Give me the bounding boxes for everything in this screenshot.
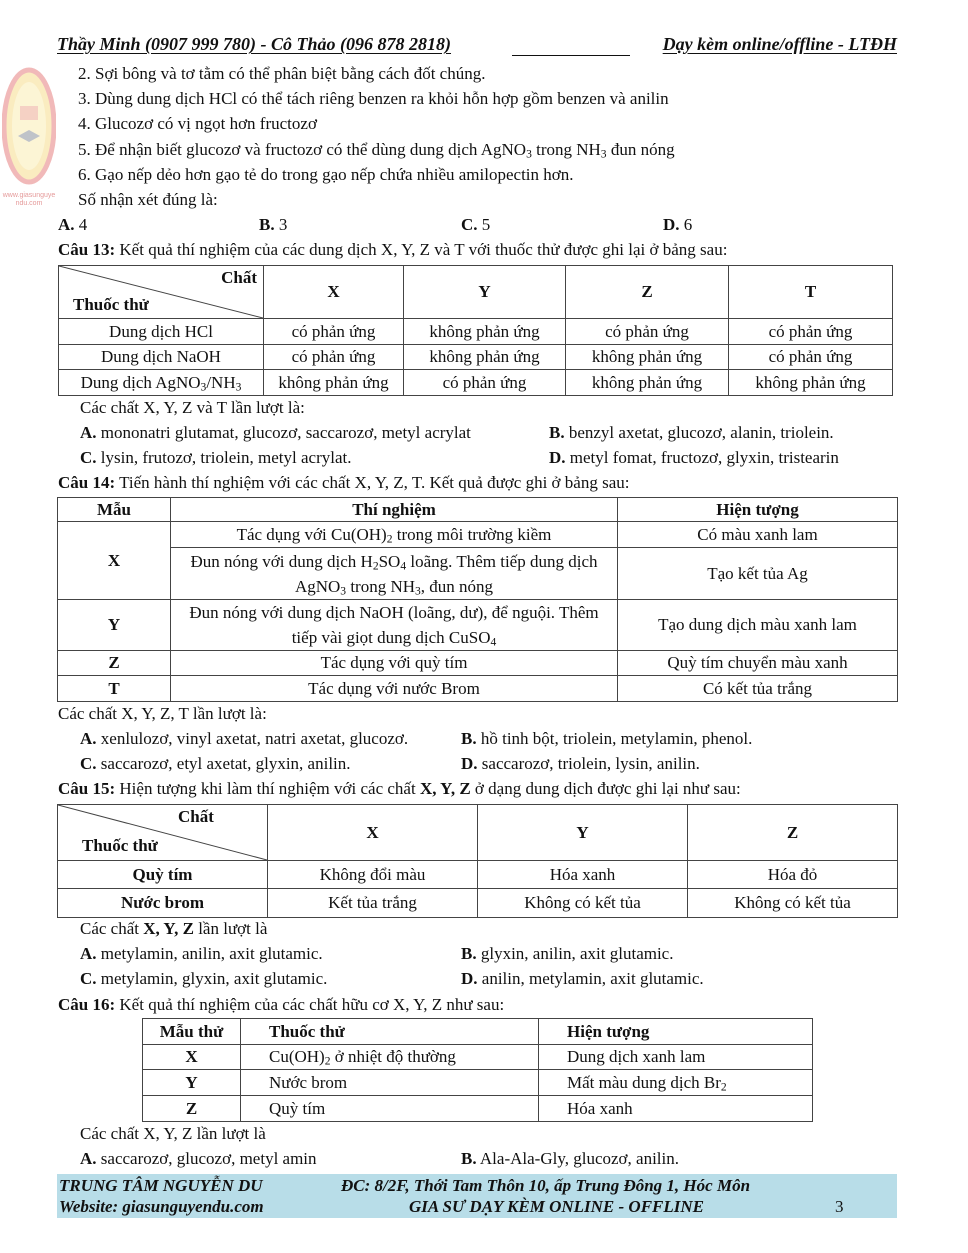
option-letter: A.	[58, 215, 75, 234]
q12-option-a[interactable]	[58, 213, 87, 237]
column-header: Thí nghiệm	[171, 498, 618, 522]
option-text: benzyl axetat, glucozơ, alanin, triolein.	[564, 423, 834, 442]
reagent-cell: Quỳ tím	[241, 1096, 539, 1122]
table-row	[58, 522, 898, 548]
option-letter: A.	[80, 944, 97, 963]
option-letter: B.	[461, 729, 477, 748]
table-row	[58, 651, 898, 676]
q15-option-b[interactable]	[461, 942, 673, 966]
question-text: Kết quả thí nghiệm của các dung dịch X, Y, Z và T với thuốc thử được ghi lại ở bảng sau:	[115, 240, 728, 259]
table-header-row	[59, 266, 893, 319]
table-row	[143, 1045, 813, 1070]
table-cell: không phản ứng	[566, 370, 729, 396]
q16-stem	[58, 993, 504, 1017]
q15-stem	[58, 777, 741, 801]
row-reagent: Nước brom	[58, 889, 268, 918]
option-letter: B.	[259, 215, 275, 234]
option-text: 3	[274, 215, 288, 234]
table-cell: không phản ứng	[729, 370, 893, 396]
table-cell: Hóa đỏ	[688, 861, 898, 889]
question-text: Tiến hành thí nghiệm với các chất X, Y, Z, T. Kết quả được ghi ở bảng sau:	[115, 473, 630, 492]
sample-cell: Y	[143, 1070, 241, 1096]
table-row	[143, 1070, 813, 1096]
option-letter: A.	[80, 729, 97, 748]
q16-table	[142, 1018, 813, 1122]
option-text: saccarozơ, triolein, lysin, anilin.	[477, 754, 700, 773]
table-row	[58, 861, 898, 889]
footer-website[interactable]: Website: giasunguyendu.com	[59, 1197, 264, 1216]
option-text: 6	[679, 215, 693, 234]
table-cell: không phản ứng	[404, 319, 566, 345]
column-header: X	[268, 805, 478, 861]
option-text: glyxin, anilin, axit glutamic.	[476, 944, 674, 963]
experiment-cell: Đun nóng với dung dịch $H_2SO_4$ loãng. Thêm tiếp dung dịch AgNO$_3$ trong $NH_3$, đun nóng	[171, 548, 618, 600]
option-letter: C.	[80, 754, 97, 773]
column-header: Mẫu	[58, 498, 171, 522]
experiment-cell: Đun nóng với dung dịch NaOH (loãng, dư), để nguội. Thêm tiếp vài giọt dung dịch CuSO$_4$	[171, 600, 618, 651]
table-row	[58, 676, 898, 702]
statement-text: 3. Dùng dung dịch HCl có thể tách riêng benzen ra khỏi hỗn hợp gồm benzen và anilin	[78, 89, 669, 108]
option-letter: B.	[549, 423, 565, 442]
q14-stem	[58, 471, 629, 495]
table-header-row	[58, 498, 898, 522]
table-cell: không phản ứng	[264, 370, 404, 396]
result-cell: Tạo dung dịch màu xanh lam	[618, 600, 898, 651]
q15-table	[57, 804, 898, 918]
option-text: 4	[74, 215, 88, 234]
q16-prompt: Các chất X, Y, Z lần lượt là	[80, 1124, 266, 1143]
option-text: saccarozơ, glucozơ, metyl amin	[96, 1149, 317, 1168]
q15-option-d[interactable]	[461, 967, 704, 991]
q14-option-d[interactable]	[461, 752, 700, 776]
q14-option-b[interactable]	[461, 727, 752, 751]
q13-option-c[interactable]	[80, 446, 351, 470]
q13-option-a[interactable]	[80, 421, 471, 445]
column-header: Z	[688, 805, 898, 861]
table-cell: có phản ứng	[729, 319, 893, 345]
sample-cell: T	[58, 676, 171, 702]
question-label: Câu 16:	[58, 995, 116, 1014]
table-row	[58, 600, 898, 651]
table-cell: Hóa xanh	[478, 861, 688, 889]
table-cell: không phản ứng	[566, 345, 729, 370]
option-letter: C.	[80, 969, 97, 988]
q16-option-a[interactable]	[80, 1147, 317, 1171]
header-teachers: Thầy Minh (0907 999 780) - Cô Thảo (096 878 2818)	[57, 34, 452, 54]
option-letter: D.	[663, 215, 680, 234]
table-row	[59, 370, 893, 396]
prompt-text: lần lượt là	[193, 919, 268, 938]
option-letter: C.	[461, 215, 478, 234]
column-header: Hiện tượng	[539, 1019, 813, 1045]
table-header-row	[143, 1019, 813, 1045]
column-header: T	[729, 266, 893, 319]
option-letter: A.	[80, 423, 97, 442]
question-text: Hiện tượng khi làm thí nghiệm với các chất	[115, 779, 420, 798]
option-text: 5	[477, 215, 491, 234]
column-header: Z	[566, 266, 729, 319]
table-header-row	[58, 805, 898, 861]
table-cell: có phản ứng	[729, 345, 893, 370]
q14-prompt: Các chất X, Y, Z, T lần lượt là:	[58, 704, 267, 723]
q12-prompt: Số nhận xét đúng là:	[78, 190, 218, 209]
q12-option-d[interactable]	[663, 213, 692, 237]
question-label: Câu 14:	[58, 473, 116, 492]
q13-stem	[58, 238, 727, 262]
q12-statement	[78, 163, 574, 187]
option-letter: D.	[549, 448, 566, 467]
q14-option-c[interactable]	[80, 752, 351, 776]
table-cell: Không có kết tủa	[688, 889, 898, 918]
column-header: Hiện tượng	[618, 498, 898, 522]
row-reagent: Dung dịch HCl	[59, 319, 264, 345]
experiment-cell: Tác dụng với nước Brom	[171, 676, 618, 702]
q13-option-b[interactable]	[549, 421, 834, 445]
reagent-cell: $Cu(OH)_2$ ở nhiệt độ thường	[241, 1045, 539, 1070]
prompt-text: Các chất	[80, 919, 144, 938]
q13-option-d[interactable]	[549, 446, 839, 470]
header-underline-gap	[512, 34, 630, 56]
header-slogan: Dạy kèm online/offline - LTĐH	[662, 34, 897, 54]
statement-text: 6. Gạo nếp dẻo hơn gạo tẻ do trong gạo nếp chứa nhiều amilopectin hơn.	[78, 165, 574, 184]
table-row	[59, 345, 893, 370]
table-row	[59, 319, 893, 345]
option-text: anilin, metylamin, axit glutamic.	[477, 969, 704, 988]
prompt-text-bold: X, Y, Z	[143, 919, 194, 938]
column-header: Thuốc thử	[241, 1019, 539, 1045]
column-header: X	[264, 266, 404, 319]
statement-text: 4. Glucozơ có vị ngọt hơn fructozơ	[78, 114, 317, 133]
option-text: metylamin, glyxin, axit glutamic.	[96, 969, 328, 988]
table-row	[58, 548, 898, 600]
footer-address: ĐC: 8/2F, Thới Tam Thôn 10, ấp Trung Đông 1, Hóc Môn	[341, 1176, 751, 1195]
footer-tagline: GIA SƯ DẠY KÈM ONLINE - OFFLINE	[409, 1197, 704, 1216]
sample-cell: Y	[58, 600, 171, 651]
table-cell: Kết tủa trắng	[268, 889, 478, 918]
footer-center-name: TRUNG TÂM NGUYỄN DU	[59, 1176, 263, 1195]
option-letter: B.	[461, 1149, 477, 1168]
logo-seal-icon	[2, 66, 56, 186]
sample-cell: Z	[58, 651, 171, 676]
question-text: ở dạng dung dịch được ghi lại như sau:	[470, 779, 741, 798]
column-header: Mẫu thử	[143, 1019, 241, 1045]
q13-prompt: Các chất X, Y, Z và T lần lượt là:	[80, 398, 305, 417]
option-letter: B.	[461, 944, 477, 963]
table-cell: có phản ứng	[566, 319, 729, 345]
table-cell: có phản ứng	[404, 370, 566, 396]
option-letter: A.	[80, 1149, 97, 1168]
option-text: metylamin, anilin, axit glutamic.	[96, 944, 323, 963]
reagent-cell: Nước brom	[241, 1070, 539, 1096]
table-row	[58, 889, 898, 918]
corner-top-label: Chất	[221, 268, 257, 287]
page-header	[57, 34, 897, 60]
option-text: hồ tinh bột, triolein, metylamin, phenol.	[476, 729, 753, 748]
result-cell: Có kết tủa trắng	[618, 676, 898, 702]
result-cell: Mất màu dung dịch $Br_2$	[539, 1070, 813, 1096]
row-reagent: Dung dịch $AgNO_3/NH_3$	[59, 370, 264, 396]
watermark-logo	[2, 66, 56, 186]
page-footer	[57, 1174, 897, 1218]
q12-option-b[interactable]	[259, 213, 287, 237]
result-cell: Quỳ tím chuyển màu xanh	[618, 651, 898, 676]
option-letter: C.	[80, 448, 97, 467]
experiment-cell: Tác dụng với $Cu(OH)_2$ trong môi trường kiềm	[171, 522, 618, 548]
q15-prompt	[80, 917, 267, 941]
page-number: 3	[835, 1197, 844, 1216]
sample-cell: Z	[143, 1096, 241, 1122]
table-cell: có phản ứng	[264, 345, 404, 370]
q15-option-a[interactable]	[80, 942, 323, 966]
result-cell: Hóa xanh	[539, 1096, 813, 1122]
table-cell: không phản ứng	[404, 345, 566, 370]
statement-text: 2. Sợi bông và tơ tằm có thể phân biệt bằng cách đốt chúng.	[78, 64, 486, 83]
option-text: saccarozơ, etyl axetat, glyxin, anilin.	[96, 754, 351, 773]
diagonal-header-cell	[58, 805, 268, 861]
column-header: Y	[404, 266, 566, 319]
watermark-url: www.giasunguyendu.com	[2, 192, 56, 207]
q16-option-b[interactable]	[461, 1147, 679, 1171]
table-cell: Không có kết tủa	[478, 889, 688, 918]
question-label: Câu 13:	[58, 240, 116, 259]
option-letter: D.	[461, 969, 478, 988]
table-cell: có phản ứng	[264, 319, 404, 345]
option-text: mononatri glutamat, glucozơ, saccarozơ, metyl acrylat	[96, 423, 471, 442]
q12-option-c[interactable]	[461, 213, 490, 237]
question-label: Câu 15:	[58, 779, 116, 798]
corner-top-label: Chất	[178, 807, 214, 826]
result-cell: Tạo kết tủa Ag	[618, 548, 898, 600]
sample-cell: X	[58, 522, 171, 600]
q14-table	[57, 497, 898, 702]
experiment-cell: Tác dụng với quỳ tím	[171, 651, 618, 676]
question-text-bold: X, Y, Z	[419, 779, 471, 798]
table-cell: Không đổi màu	[268, 861, 478, 889]
result-cell: Có màu xanh lam	[618, 522, 898, 548]
option-text: xenlulozơ, vinyl axetat, natri axetat, glucozơ.	[96, 729, 409, 748]
question-text: Kết quả thí nghiệm của các chất hữu cơ X, Y, Z như sau:	[115, 995, 505, 1014]
statement-text: 5. Để nhận biết glucozơ và fructozơ có thể dùng dung dịch AgNO$_3$ trong $NH_3$ đun nóng	[78, 140, 675, 161]
option-text: lysin, frutozơ, triolein, metyl acrylat.	[96, 448, 352, 467]
option-text: Ala-Ala-Gly, glucozơ, anilin.	[476, 1149, 679, 1168]
q12-statement	[78, 112, 317, 136]
q12-statement	[78, 62, 485, 86]
corner-bottom-label: Thuốc thử	[82, 836, 158, 855]
diagonal-header-cell	[59, 266, 264, 319]
q12-statement	[78, 138, 675, 162]
option-letter: D.	[461, 754, 478, 773]
q14-option-a[interactable]	[80, 727, 408, 751]
q13-table	[58, 265, 893, 396]
option-text: metyl fomat, fructozơ, glyxin, tristearin	[565, 448, 839, 467]
table-row	[143, 1096, 813, 1122]
sample-cell: X	[143, 1045, 241, 1070]
result-cell: Dung dịch xanh lam	[539, 1045, 813, 1070]
column-header: Y	[478, 805, 688, 861]
row-reagent: Dung dịch NaOH	[59, 345, 264, 370]
row-reagent: Quỳ tím	[58, 861, 268, 889]
q15-option-c[interactable]	[80, 967, 327, 991]
corner-bottom-label: Thuốc thử	[73, 295, 149, 314]
q12-statement	[78, 87, 669, 111]
